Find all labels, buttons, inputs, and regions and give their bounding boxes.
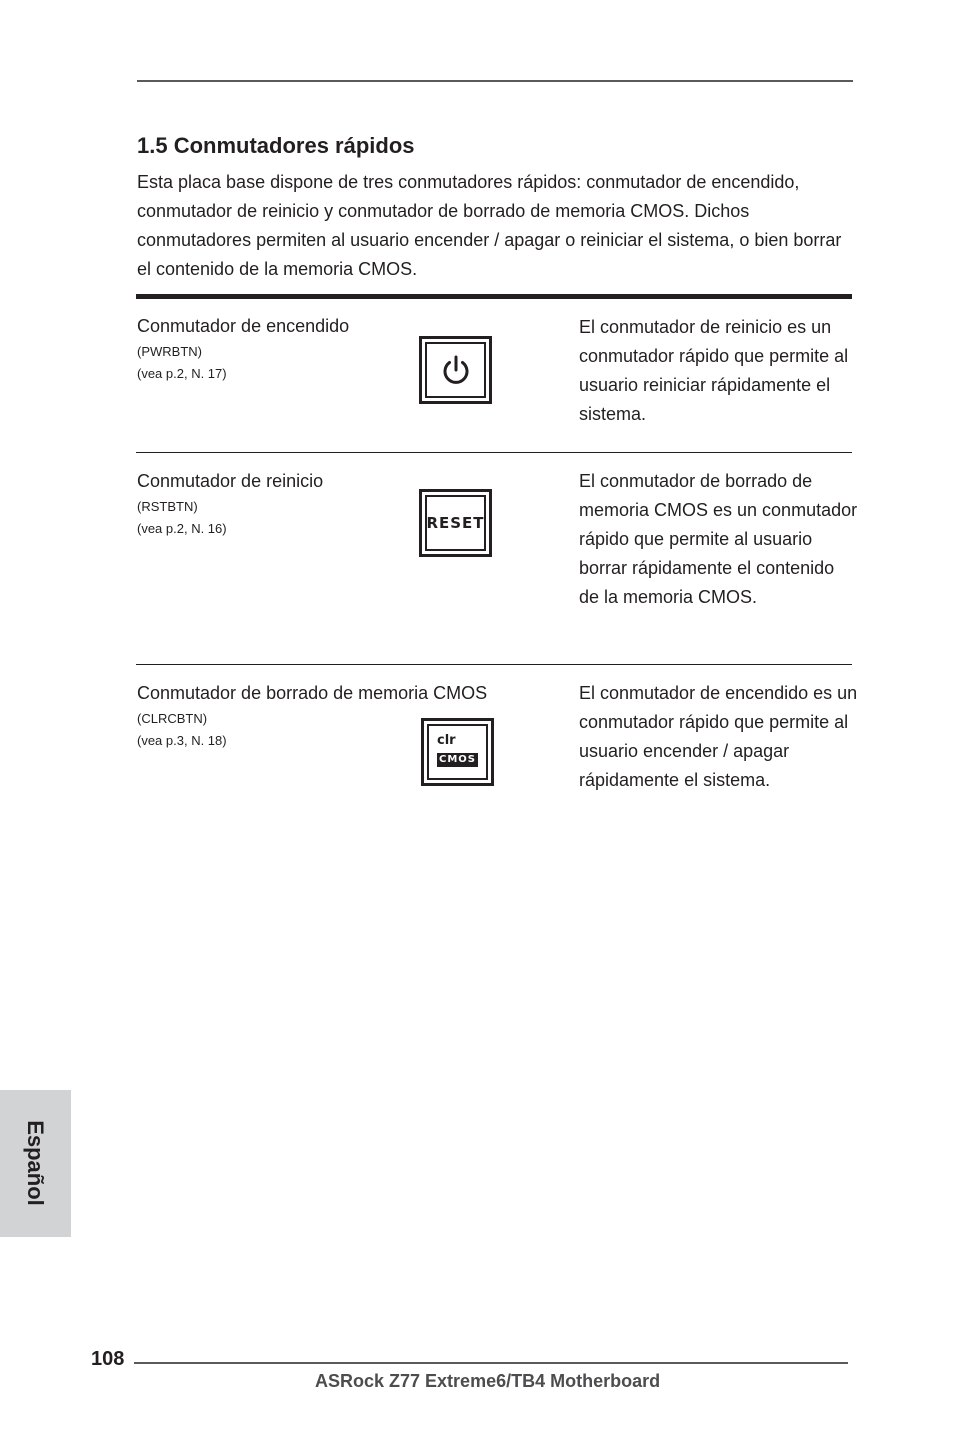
table-top-rule bbox=[136, 294, 852, 299]
switch-name: Conmutador de encendido bbox=[137, 316, 350, 336]
power-icon bbox=[419, 336, 492, 404]
header-rule bbox=[137, 80, 853, 82]
section-intro: Esta placa base dispone de tres conmutadores rápidos: conmutador de encendido, conmutador de reinicio y conmutador de borrado de memoria CMOS. Dichos conmutadores permiten al usuario encender / apagar o reiniciar el sistema, o bien borrar el contenido de la memoria CMOS. bbox=[137, 172, 842, 279]
switch-code: (RSTBTN) bbox=[137, 499, 198, 514]
switch-reference: (vea p.2, N. 16) bbox=[137, 521, 227, 536]
switch-reference: (vea p.3, N. 18) bbox=[137, 733, 227, 748]
switch-name: Conmutador de borrado de memoria CMOS bbox=[137, 683, 488, 703]
reset-icon-label: RESET bbox=[426, 514, 485, 532]
page-number: 108 bbox=[91, 1348, 125, 1370]
power-symbol-icon bbox=[439, 353, 473, 387]
footer-rule bbox=[134, 1362, 848, 1364]
footer-product-name: ASRock Z77 Extreme6/TB4 Motherboard bbox=[315, 1371, 661, 1391]
language-tab-label: Español bbox=[23, 1120, 48, 1206]
switch-description: El conmutador de reinicio es un conmutador rápido que permite al usuario reiniciar rápidamente el sistema. bbox=[579, 317, 849, 424]
switch-description: El conmutador de encendido es un conmutador rápido que permite al usuario encender / apagar rápidamente el sistema. bbox=[579, 683, 858, 790]
clear-cmos-icon-bottom-label: CMOS bbox=[439, 754, 476, 765]
clear-cmos-icon-top-label: clr bbox=[437, 733, 456, 748]
switch-description: El conmutador de borrado de memoria CMOS es un conmutador rápido que permite al usuario borrar rápidamente el contenido de la memoria CMOS. bbox=[579, 471, 858, 607]
row-divider bbox=[136, 664, 852, 665]
clear-cmos-icon bbox=[421, 718, 494, 786]
reset-icon bbox=[419, 489, 492, 557]
switch-code: (PWRBTN) bbox=[137, 344, 202, 359]
section-title: 1.5 Conmutadores rápidos bbox=[137, 133, 415, 158]
row-divider bbox=[136, 452, 852, 453]
switch-reference: (vea p.2, N. 17) bbox=[137, 366, 227, 381]
language-side-tab bbox=[0, 1090, 71, 1237]
switch-name: Conmutador de reinicio bbox=[137, 471, 324, 491]
switch-code: (CLRCBTN) bbox=[137, 711, 208, 726]
